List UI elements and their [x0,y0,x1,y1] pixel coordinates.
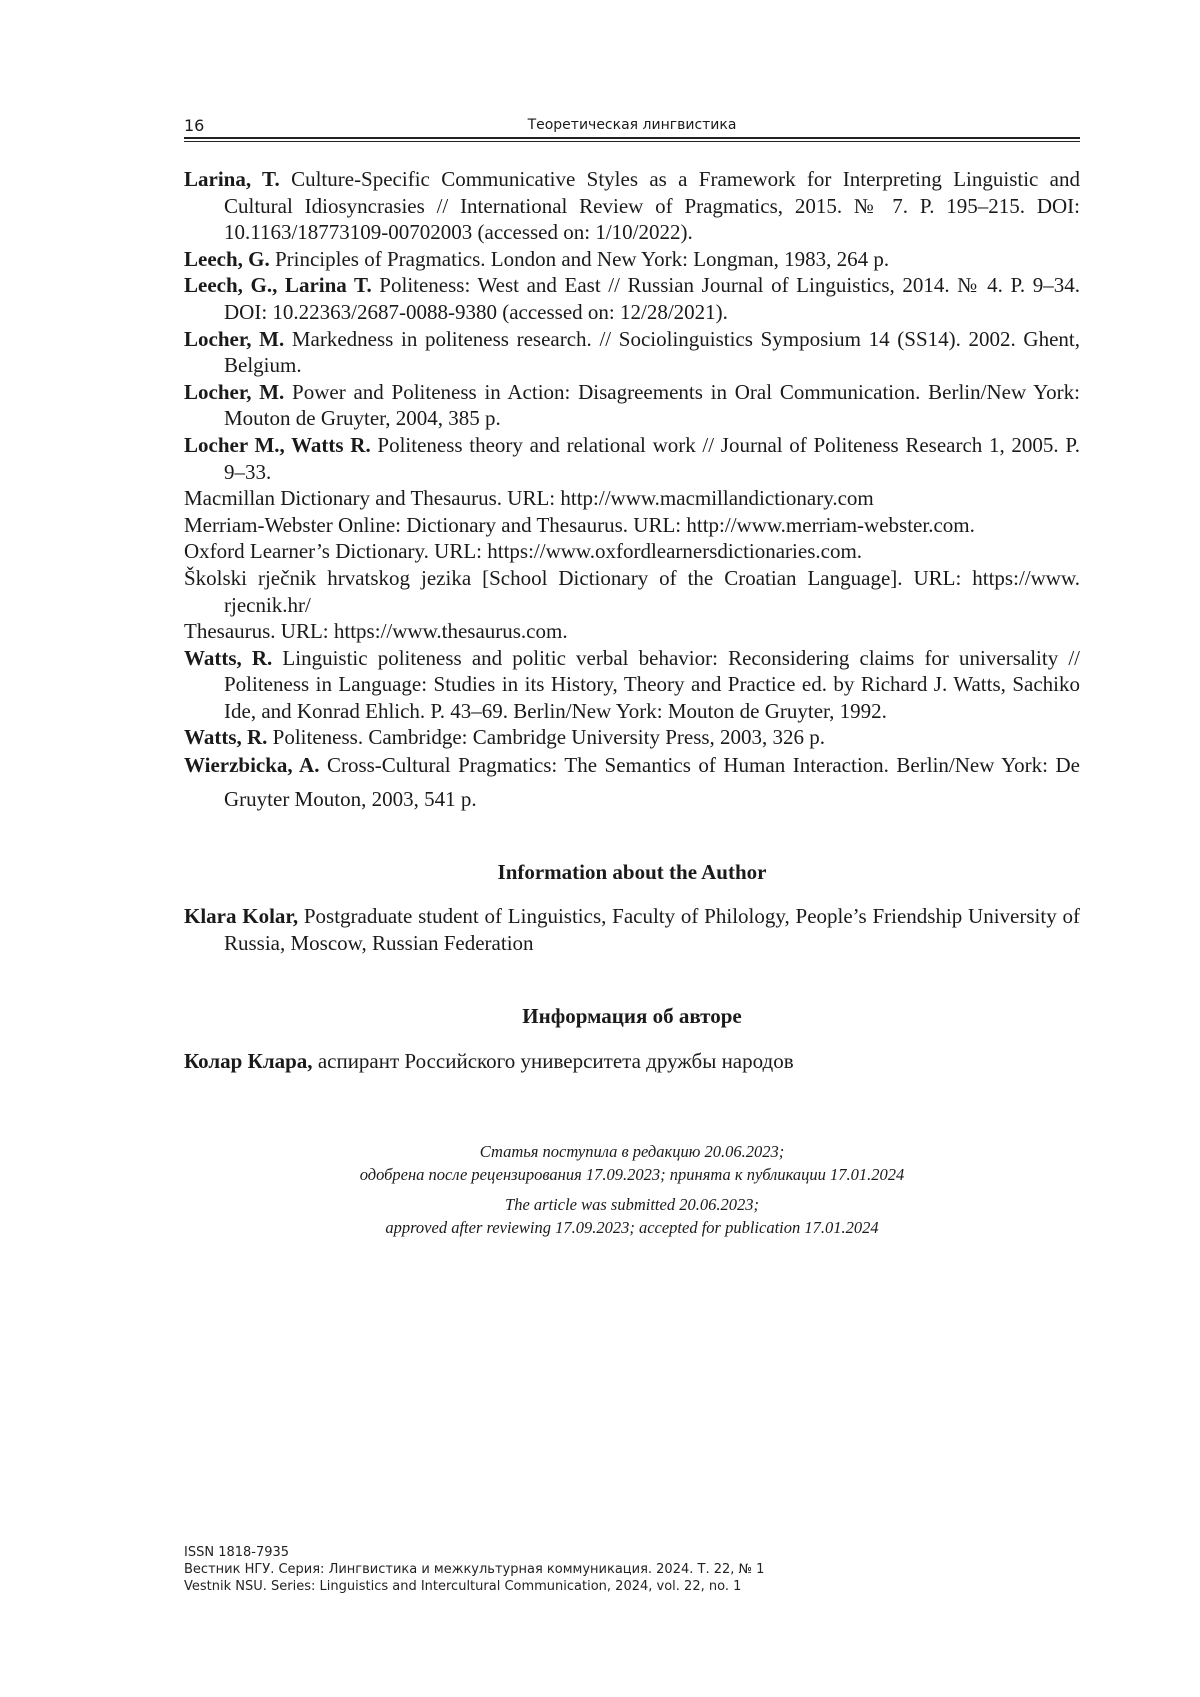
reference-text: Macmillan Dictionary and Thesaurus. URL: http://www.macmillandictionary.com [184,486,874,511]
author-details-en: Postgraduate student of Linguistics, Faculty of Philology, People’s Friendship University of Russia, Moscow, Russian Federation [224,904,1080,955]
footer-issn: ISSN 1818-7935 [184,1545,290,1560]
reference-author: Locher M., Watts R. [184,432,371,457]
reference-item [184,432,1080,485]
reference-author: Locher, M. [184,326,285,351]
reference-text: Thesaurus. URL: https://www.thesaurus.com. [184,619,568,644]
author-info-ru [184,1048,1080,1075]
author-name-en: Klara Kolar, [184,904,299,928]
reference-text: Merriam-Webster Online: Dictionary and Thesaurus. URL: http://www.merriam-webster.com. [184,512,975,537]
reference-list [184,166,1080,816]
dates-ru-line-1: Статья поступила в редакцию 20.06.2023; [479,1142,785,1161]
reference-item [184,565,1080,618]
reference-item [184,379,1080,432]
dates-en-line-2: approved after reviewing 17.09.2023; accepted for publication 17.01.2024 [385,1218,879,1237]
reference-item [184,246,1080,273]
reference-text: Politeness. Cambridge: Cambridge University Press, 2003, 326 p. [267,725,826,750]
reference-author: Wierzbicka, A. [184,753,320,778]
author-info-en [184,903,1080,957]
reference-author: Watts, R. [184,645,273,670]
dates-ru-line-2: одобрена после рецензирования 17.09.2023; принята к публикации 17.01.2024 [359,1165,905,1184]
page-number: 16 [184,116,205,135]
reference-text: Markedness in politeness research. // Sociolinguistics Symposium 14 (SS14). 2002. Ghent, Belgium. [224,326,1080,378]
submission-dates-en [184,1193,1080,1239]
reference-item [184,538,1080,565]
reference-text: Školski rječnik hrvatskog jezika [School Dictionary of the Croatian Language]. URL: https://www. rjecnik.hr/ [184,565,1080,617]
reference-text: Oxford Learner’s Dictionary. URL: https://www.oxfordlearnersdictionaries.com. [184,539,863,564]
running-header [184,112,1080,136]
reference-text: Power and Politeness in Action: Disagreements in Oral Communication. Berlin/New York: Mouton de Gruyter, 2004, 385 p. [224,379,1080,431]
reference-author: Watts, R. [184,725,268,750]
reference-text: Principles of Pragmatics. London and New York: Longman, 1983, 264 p. [269,246,890,271]
reference-text: Culture-Specific Communicative Styles as a Framework for Interpreting Linguistic and Cultural Idiosyncrasies // International Review of Pragmatics, 2015. № 7. P. 195–215. DOI: 10.1163/18773109-00702003 (accessed on: 1/10/2022). [224,167,1080,245]
reference-item [184,485,1080,512]
footer-journal-ru: Вестник НГУ. Серия: Лингвистика и межкультурная коммуникация. 2024. Т. 22, № 1 [184,1562,765,1577]
author-name-ru: Колар Клара, [184,1049,313,1073]
header-rule-thin [184,141,1080,142]
header-rule-thick [184,137,1080,139]
author-info-heading-en: Information about the Author [497,860,767,884]
author-details-ru: аспирант Российского университета дружбы народов [312,1049,794,1073]
reference-item [184,748,1080,816]
reference-item [184,645,1080,725]
reference-text: Cross-Cultural Pragmatics: The Semantics of Human Interaction. Berlin/New York: De Gruyter Mouton, 2003, 541 p. [224,753,1080,812]
reference-author: Locher, M. [184,379,285,404]
reference-item [184,272,1080,325]
reference-text: Politeness: West and East // Russian Journal of Linguistics, 2014. № 4. P. 9–34. DOI: 10.22363/2687-0088-9380 (accessed on: 12/28/2021). [224,273,1080,324]
submission-dates-ru [184,1140,1080,1186]
author-info-heading-ru: Информация об авторе [522,1004,742,1028]
page-footer [184,1544,764,1595]
reference-item [184,724,1080,751]
reference-text: Linguistic politeness and politic verbal behavior: Reconsidering claims for universality // Politeness in Language: Studies in its History, Theory and Practice ed. by Richard J. Watts, Sachiko Ide, and Konrad Ehlich. P. 43–69. Berlin/New York: Mouton de Gruyter, 1992. [224,645,1080,723]
reference-item [184,326,1080,379]
reference-item [184,166,1080,246]
dates-en-line-1: The article was submitted 20.06.2023; [505,1195,759,1214]
reference-item [184,512,1080,539]
footer-journal-en: Vestnik NSU. Series: Linguistics and Intercultural Communication, 2024, vol. 22, no. 1 [184,1579,742,1594]
reference-item [184,618,1080,645]
reference-author: Leech, G. [184,246,270,271]
running-title: Теоретическая лингвистика [527,117,737,133]
reference-text: Politeness theory and relational work // Journal of Politeness Research 1, 2005. P. 9–33. [224,432,1080,484]
reference-author: Larina, T. [184,167,280,191]
reference-author: Leech, G., Larina T. [184,273,372,298]
